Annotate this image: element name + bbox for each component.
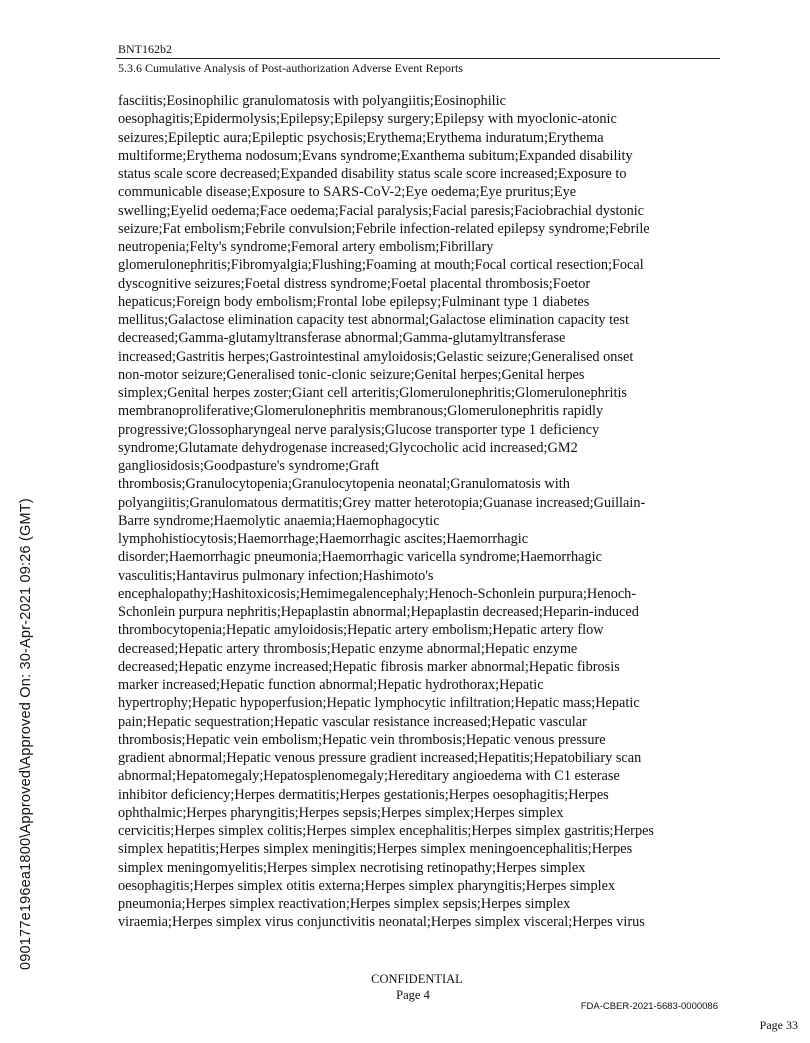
body-line: gradient abnormal;Hepatic venous pressure gradient increased;Hepatitis;Hepatobiliary scan (118, 750, 642, 766)
body-line: swelling;Eyelid oedema;Face oedema;Facial paralysis;Facial paresis;Faciobrachial dystonic (118, 202, 645, 219)
inner-page-number: Page 4 (396, 988, 430, 1002)
body-line: disorder;Haemorrhagic pneumonia;Haemorrhagic varicella syndrome;Haemorrhagic (118, 549, 602, 566)
body-line: fasciitis;Eosinophilic granulomatosis with polyangiitis;Eosinophilic (118, 93, 506, 109)
body-line: dyscognitive seizures;Foetal distress syndrome;Foetal placental thrombosis;Foetor (118, 275, 591, 292)
body-line: seizures;Epileptic aura;Epileptic psychosis;Erythema;Erythema induratum;Erythema (118, 129, 604, 146)
body-line: simplex hepatitis;Herpes simplex meningitis;Herpes simplex meningoencephalitis;Herpes (118, 841, 633, 858)
body-line: simplex meningomyelitis;Herpes simplex necrotising retinopathy;Herpes simplex (118, 859, 586, 876)
body-line: decreased;Hepatic artery thrombosis;Hepatic enzyme abnormal;Hepatic enzyme (118, 640, 578, 657)
body-line: syndrome;Glutamate dehydrogenase increased;Glycocholic acid increased;GM2 (118, 439, 578, 456)
body-line: increased;Gastritis herpes;Gastrointestinal amyloidosis;Gelastic seizure;Generalised onset (118, 348, 634, 365)
outer-page-number: Page 33 (759, 1018, 798, 1032)
document-section-title: 5.3.6 Cumulative Analysis of Post-authorization Adverse Event Reports (118, 61, 463, 75)
body-line: multiforme;Erythema nodosum;Evans syndrome;Exanthema subitum;Expanded disability (118, 147, 633, 164)
body-line: mellitus;Galactose elimination capacity test abnormal;Galactose elimination capacity test (118, 312, 629, 328)
body-line: cervicitis;Herpes simplex colitis;Herpes simplex encephalitis;Herpes simplex gastritis;Herpes (118, 823, 655, 839)
body-line: vasculitis;Hantavirus pulmonary infection;Hashimoto's (118, 567, 434, 584)
body-line: membranoproliferative;Glomerulonephritis membranous;Glomerulonephritis rapidly (118, 403, 604, 420)
confidential-label: CONFIDENTIAL (371, 972, 463, 986)
body-line: progressive;Glossopharyngeal nerve paralysis;Glucose transporter type 1 deficiency (118, 421, 600, 438)
body-line: glomerulonephritis;Fibromyalgia;Flushing;Foaming at mouth;Focal cortical resection;Focal (118, 257, 644, 274)
body-line: hypertrophy;Hepatic hypoperfusion;Hepatic lymphocytic infiltration;Hepatic mass;Hepatic (118, 695, 640, 712)
body-line: simplex;Genital herpes zoster;Giant cell arteritis;Glomerulonephritis;Glomerulonephritis (118, 385, 627, 401)
body-line: lymphohistiocytosis;Haemorrhage;Haemorrhagic ascites;Haemorrhagic (118, 531, 529, 547)
body-line: decreased;Hepatic enzyme increased;Hepatic fibrosis marker abnormal;Hepatic fibrosis (118, 658, 620, 675)
approval-stamp: 090177e196ea1800\Approved\Approved On: 30-Apr-2021 09:26 (GMT) (18, 498, 34, 970)
body-line: pain;Hepatic sequestration;Hepatic vascular resistance increased;Hepatic vascular (118, 713, 587, 730)
body-line: pneumonia;Herpes simplex reactivation;Herpes simplex sepsis;Herpes simplex (118, 896, 571, 912)
body-line: thrombocytopenia;Hepatic amyloidosis;Hepatic artery embolism;Hepatic artery flow (118, 622, 604, 639)
body-line: marker increased;Hepatic function abnormal;Hepatic hydrothorax;Hepatic (118, 677, 544, 693)
body-line: oesophagitis;Herpes simplex otitis externa;Herpes simplex pharyngitis;Herpes simplex (118, 877, 616, 894)
body-line: viraemia;Herpes simplex virus conjunctivitis neonatal;Herpes simplex visceral;Herpes virus (118, 914, 645, 931)
body-line: oesophagitis;Epidermolysis;Epilepsy;Epilepsy surgery;Epilepsy with myoclonic-atonic (118, 111, 617, 128)
body-line: Schonlein purpura nephritis;Hepaplastin abnormal;Hepaplastin decreased;Heparin-induced (118, 604, 639, 620)
body-line: encephalopathy;Hashitoxicosis;Hemimegalencephaly;Henoch-Schonlein purpura;Henoch- (118, 585, 637, 602)
document-id: FDA-CBER-2021-5683-0000086 (580, 1001, 718, 1012)
body-line: hepaticus;Foreign body embolism;Frontal lobe epilepsy;Fulminant type 1 diabetes (118, 293, 590, 310)
body-line: communicable disease;Exposure to SARS-CoV-2;Eye oedema;Eye pruritus;Eye (118, 184, 577, 201)
body-line: polyangiitis;Granulomatous dermatitis;Grey matter heterotopia;Guanase increased;Guillain- (118, 494, 646, 511)
document-product-name: BNT162b2 (118, 42, 172, 56)
body-line: non-motor seizure;Generalised tonic-clonic seizure;Genital herpes;Genital herpes (118, 366, 585, 383)
body-line: thrombosis;Hepatic vein embolism;Hepatic vein thrombosis;Hepatic venous pressure (118, 731, 606, 748)
body-line: abnormal;Hepatomegaly;Hepatosplenomegaly;Hereditary angioedema with C1 esterase (118, 768, 620, 785)
body-line: decreased;Gamma-glutamyltransferase abnormal;Gamma-glutamyltransferase (118, 330, 566, 347)
body-line: neutropenia;Felty's syndrome;Femoral artery embolism;Fibrillary (118, 239, 494, 255)
body-line: status scale score decreased;Expanded disability status scale score increased;Exposure to (118, 166, 627, 182)
body-line: ophthalmic;Herpes pharyngitis;Herpes sepsis;Herpes simplex;Herpes simplex (118, 804, 564, 821)
body-line: seizure;Fat embolism;Febrile convulsion;Febrile infection-related epilepsy syndrome;Febrile (118, 220, 650, 237)
body-line: Barre syndrome;Haemolytic anaemia;Haemophagocytic (118, 512, 440, 529)
body-line: inhibitor deficiency;Herpes dermatitis;Herpes gestationis;Herpes oesophagitis;Herpes (118, 786, 609, 803)
body-line: gangliosidosis;Goodpasture's syndrome;Graft (118, 458, 380, 474)
header-divider (116, 58, 720, 59)
adverse-event-terms-paragraph (118, 92, 722, 932)
body-line: thrombosis;Granulocytopenia;Granulocytopenia neonatal;Granulomatosis with (118, 476, 570, 493)
